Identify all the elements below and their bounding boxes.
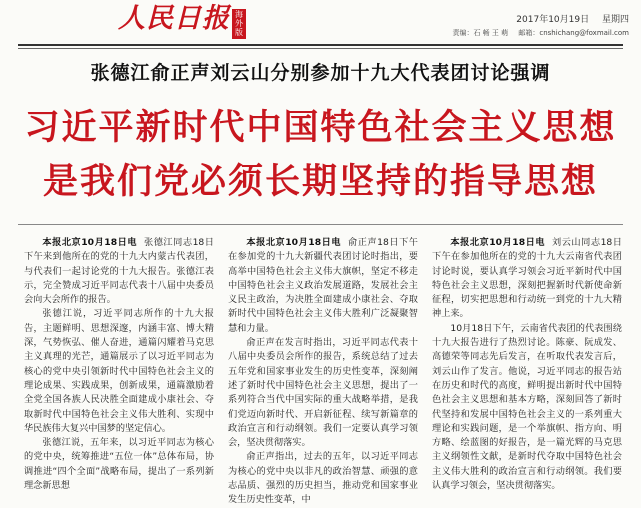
editor-label: 责编： — [452, 29, 474, 37]
article-column-3 — [432, 236, 622, 492]
article-column-1 — [24, 236, 214, 492]
editor-email: cnshichang@foxmail.com — [539, 29, 629, 37]
column-paragraph: 俞正声指出，过去的五年，以习近平同志为核心的党中央以非凡的政治智慧、顽强的意志品质、强烈的历史担当，推动党和国家事业发生历史性变革，中 — [228, 451, 418, 506]
column-paragraph — [228, 236, 418, 336]
edition-badge: 海外版 — [232, 9, 246, 39]
column-paragraph: 10月18日下午，云南省代表团的代表围绕十九大报告进行了热烈讨论。陈豪、阮成发、高德荣等同志先后发言，在听取代表发言后，刘云山作了发言。他说，习近平同志的报告站在历史和时代的高度，鲜明提出新时代中国特色社会主义思想和基本方略，深刻回答了新时代坚持和发展中国特色社会主义的一系列重大理论和实践问题，是一个举旗帜、指方向、明方略、绘蓝图的好报告，是一篇光辉的马克思主义纲领性文献，是新时代夺取中国特色社会主义伟大胜利的政治宣言和行动纲领。我们要认真学习领会，坚决贯彻落实。 — [432, 322, 622, 492]
newspaper-logo: 人民日报 — [118, 3, 230, 34]
paragraph-text: 俞正声18日下午在参加党的十九大新疆代表团讨论时指出，要高举中国特色社会主义伟大旗帜，坚定不移走中国特色社会主义政治发展道路，发展社会主义民主政治，为决胜全面建成小康社会、夺取新时代中国特色社会主义伟大胜利广泛凝聚智慧和力量。 — [228, 237, 418, 334]
date-line — [506, 12, 629, 25]
column-paragraph — [24, 236, 214, 307]
masthead-rule-thin — [18, 48, 623, 49]
article-subhead: 张德江俞正声刘云山分别参加十九大代表团讨论强调 — [90, 62, 551, 84]
dateline: 本报北京10月18日电 — [42, 237, 138, 248]
column-paragraph: 张德江说，习近平同志所作的十九大报告，主题鲜明、思想深邃，内涵丰富、博大精深，气势恢弘、催人奋进，通篇闪耀着马克思主义真理的光芒，通篇展示了以习近平同志为核心的党中央引领新时代中国特色社会主义的理论成果、实践成果，创新成果，通篇激励着全党全国各族人民决胜全面建成小康社会、夺取新时代中国特色社会主义伟大胜利、实现中华民族伟大复兴中国梦的坚定信心。 — [24, 308, 214, 434]
column-paragraph: 张德江说，五年来，以习近平同志为核心的党中央，统筹推进“五位一体”总体布局，协调推进“四个全面”战略布局，提出了一系列新理念新思想 — [24, 437, 214, 492]
paragraph-text: 张德江同志18日下午来到他所在的党的十九大内蒙古代表团，与代表们一起讨论党的十九大报告。张德江表示，完全赞成习近平同志代表十八届中央委员会向大会所作的报告。 — [24, 237, 214, 306]
issue-date: 2017年10月19日 — [516, 15, 590, 25]
column-paragraph: 俞正声在发言时指出，习近平同志代表十八届中央委员会所作的报告，系统总结了过去五年党和国家事业发生的历史性变革，深刻阐述了新时代中国特色社会主义思想，提出了一系列符合当代中国实际的重大战略举措，是我们党迈向新时代、开启新征程、续写新篇章的政治宣言和行动纲领。我们一定要认真学习领会，坚决贯彻落实。 — [228, 337, 418, 449]
issue-weekday: 星期四 — [601, 15, 629, 25]
paragraph-text: 刘云山同志18日下午在参加他所在的党的十九大云南省代表团讨论时说，要认真学习领会习近平新时代中国特色社会主义思想，深刻把握新时代新使命新征程，切实把思想和行动统一到党的十九大精神上来。 — [432, 237, 622, 320]
editor-line — [444, 28, 629, 38]
masthead — [0, 0, 641, 44]
headline-divider — [18, 224, 623, 225]
headline-line-2: 是我们党必须长期坚持的指导思想 — [42, 162, 598, 202]
dateline: 本报北京10月18日电 — [246, 237, 342, 248]
masthead-rule — [18, 44, 623, 46]
email-label: 邮箱： — [518, 29, 540, 37]
article-column-2 — [228, 236, 418, 506]
editor-names: 石 畅 王 萌 — [473, 29, 509, 37]
column-paragraph — [432, 236, 622, 322]
dateline: 本报北京10月18日电 — [450, 237, 546, 248]
headline-line-1: 习近平新时代中国特色社会主义思想 — [24, 108, 617, 148]
